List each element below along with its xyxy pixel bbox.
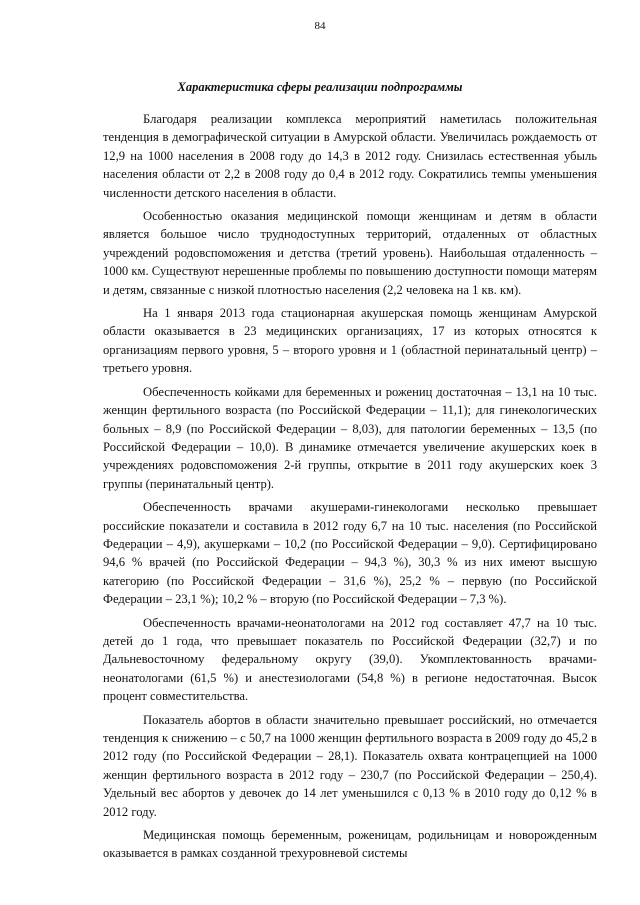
paragraph: Обеспеченность койками для беременных и рожениц достаточная – 13,1 на 10 тыс. женщин фертильного возраста (по Российской Федерации – 11,1); для гинекологических больных – 8,9 (по Российской Федерации – 8,03), для патологии беременных – 13,5 (по Российской Федерации – 10,0). В динамике отмечается увеличение акушерских коек в учреждениях родовспоможения 2-й группы, открытие в 2011 году акушерских коек 3 группы (перинатальный центр). (103, 384, 597, 491)
section-heading: Характеристика сферы реализации подпрограммы (177, 80, 463, 94)
paragraph: Обеспеченность врачами-неонатологами на 2012 год составляет 47,7 на 10 тыс. детей до 1 года, что превышает показатель по Российской Федерации (32,7) и по Дальневосточному федеральному округу (39,0). Укомплектованность врачами-неонатологами (61,5 %) и анестезиологами (54,8 %) в регионе недостаточная. Высок процент совместительства. (103, 615, 597, 704)
paragraph: Показатель абортов в области значительно превышает российский, но отмечается тенденция к снижению – с 50,7 на 1000 женщин фертильного возраста в 2009 году до 45,2 в 2012 году (по Российской Федерации – 28,1). Показатель охвата контрацепцией на 1000 женщин фертильного возраста в 2012 году – 230,7 (по Российской Федерации – 250,4). Удельный вес абортов у девочек до 14 лет уменьшился с 0,13 % в 2010 году до 0,12 % в 2012 году. (103, 712, 597, 819)
paragraph: На 1 января 2013 года стационарная акушерская помощь женщинам Амурской области оказывается в 23 медицинских организациях, 17 из которых относятся к организациям первого уровня, 5 – второго уровня и 1 (областной перинатальный центр) – третьего уровня. (103, 306, 597, 376)
page-number: 84 (314, 20, 326, 32)
paragraph: Обеспеченность врачами акушерами-гинекологами несколько превышает российские показатели и составила в 2012 году 6,7 на 10 тыс. населения (по Российской Федерации – 4,9), акушерками – 10,2 (по Российской Федерации – 9,0). Сертифицировано 94,6 % врачей (по Российской Федерации – 94,3 %), 30,3 % из них имеют высшую категорию (по Российской Федерации – 31,6 %), 25,2 % – первую (по Российской Федерации – 23,1 %); 10,2 % – вторую (по Российской Федерации – 7,3 %). (103, 500, 597, 607)
paragraph: Особенностью оказания медицинской помощи женщинам и детям в области является большое число труднодоступных территорий, отдаленных от областных учреждений родовспоможения и детства (третий уровень). Наибольшая отдаленность – 1000 км. Существуют нерешенные проблемы по повышению доступности помощи матерям и детям, связанные с низкой плотностью населения (2,2 человека на 1 кв. км). (103, 209, 597, 297)
paragraph: Медицинская помощь беременным, роженицам, родильницам и новорожденным оказывается в рамках созданной трехуровневой системы (103, 828, 597, 861)
paragraph: Благодаря реализации комплекса мероприятий наметилась положительная тенденция в демографической ситуации в Амурской области. Увеличилась рождаемость от 12,9 на 1000 населения в 2008 году до 14,3 в 2012 году. Снизилась естественная убыль населения области от 2,2 в 2008 году до 0,4 в 2012 году. Сократились темпы уменьшения численности детского населения в области. (103, 112, 597, 200)
body-text (103, 110, 597, 868)
